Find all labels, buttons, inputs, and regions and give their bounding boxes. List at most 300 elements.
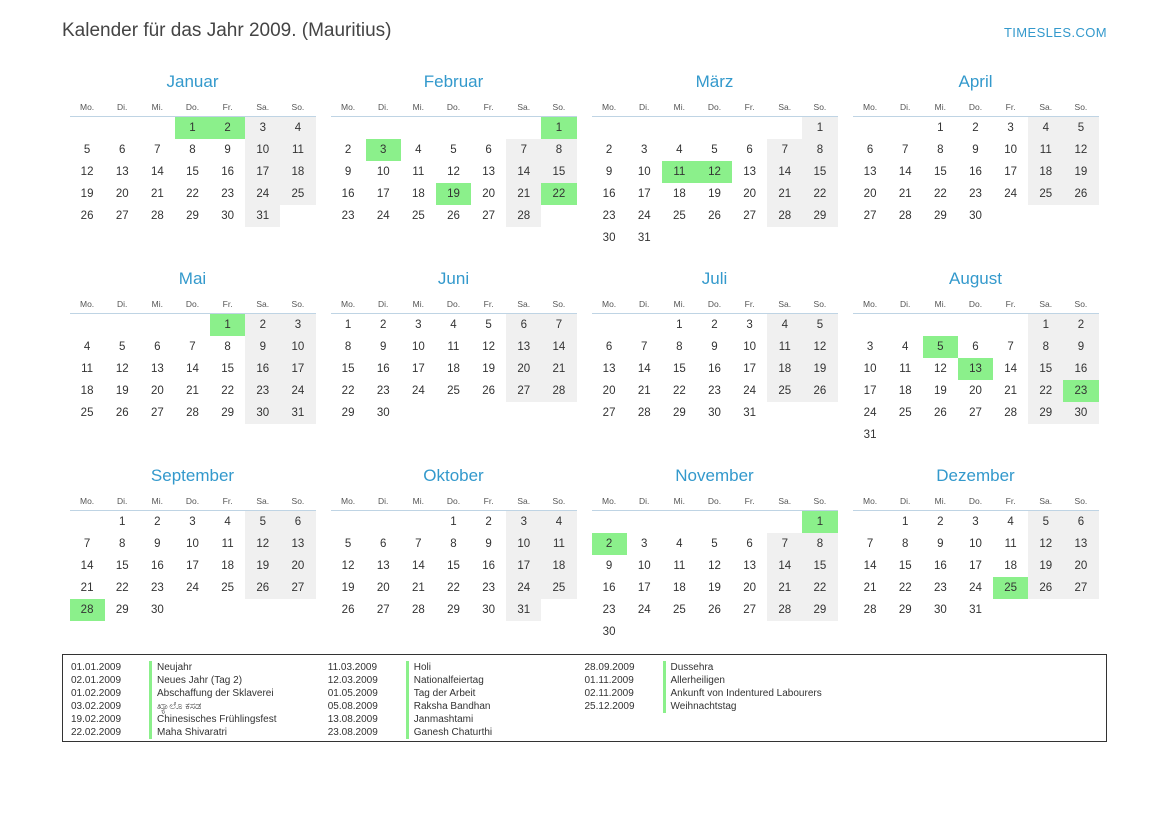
day-cell[interactable]: 19 — [482, 363, 496, 375]
day-cell[interactable]: 22 — [898, 582, 912, 594]
day-cell-weekend[interactable]: 25 — [767, 380, 802, 402]
day-cell-weekend[interactable]: 6 — [280, 511, 315, 534]
day-cell[interactable]: 20 — [482, 188, 496, 200]
day-cell[interactable]: 13 — [482, 166, 496, 178]
day-cell-weekend[interactable]: 8 — [802, 139, 837, 161]
day-cell[interactable]: 30 — [933, 604, 947, 616]
day-cell[interactable]: 9 — [154, 538, 161, 550]
day-cell[interactable]: 23 — [150, 582, 164, 594]
day-cell-weekend[interactable]: 2 — [245, 314, 280, 337]
day-cell-weekend[interactable]: 16 — [245, 358, 280, 380]
day-cell[interactable]: 17 — [863, 385, 877, 397]
day-cell[interactable]: 16 — [708, 363, 721, 375]
day-cell[interactable]: 15 — [221, 363, 235, 375]
day-cell-weekend[interactable]: 24 — [280, 380, 315, 402]
day-cell-weekend[interactable]: 26 — [1028, 577, 1063, 599]
day-cell[interactable]: 3 — [866, 341, 874, 353]
day-cell-weekend[interactable]: 28 — [506, 205, 541, 227]
day-cell[interactable]: 10 — [743, 341, 757, 353]
day-cell-weekend[interactable]: 5 — [1028, 511, 1063, 534]
day-cell[interactable]: 14 — [863, 560, 877, 572]
day-cell[interactable]: 31 — [863, 429, 877, 441]
day-cell[interactable]: 2 — [937, 516, 944, 528]
day-cell-weekend[interactable]: 3 — [245, 117, 280, 140]
day-cell[interactable]: 21 — [1004, 385, 1018, 397]
day-cell[interactable]: 16 — [602, 582, 616, 594]
day-cell[interactable]: 5 — [450, 144, 457, 156]
day-cell-weekend[interactable]: 28 — [767, 599, 802, 621]
day-cell[interactable]: 14 — [898, 166, 912, 178]
day-cell[interactable]: 9 — [485, 538, 492, 550]
day-cell[interactable]: 24 — [411, 385, 425, 397]
day-cell[interactable]: 22 — [933, 188, 947, 200]
day-cell[interactable]: 1 — [344, 319, 352, 331]
day-cell[interactable]: 28 — [150, 210, 164, 222]
day-cell[interactable]: 5 — [711, 538, 718, 550]
day-cell[interactable]: 12 — [115, 363, 129, 375]
day-cell[interactable]: 17 — [376, 188, 390, 200]
day-cell[interactable]: 6 — [154, 341, 161, 353]
day-cell-weekend[interactable]: 29 — [802, 205, 837, 227]
day-cell[interactable]: 15 — [933, 166, 947, 178]
day-cell-weekend[interactable]: 6 — [506, 314, 541, 337]
day-cell-weekend[interactable]: 21 — [767, 577, 802, 599]
day-cell-weekend[interactable]: 25 — [1028, 183, 1063, 205]
day-cell[interactable]: 19 — [708, 188, 721, 200]
day-cell[interactable]: 25 — [411, 210, 425, 222]
day-cell[interactable]: 9 — [972, 144, 979, 156]
day-cell[interactable]: 21 — [411, 582, 425, 594]
day-cell[interactable]: 12 — [341, 560, 355, 572]
day-cell-holiday[interactable]: 28 — [70, 599, 105, 621]
day-cell-weekend[interactable]: 18 — [767, 358, 802, 380]
day-cell[interactable]: 5 — [344, 538, 352, 550]
day-cell[interactable]: 7 — [154, 144, 161, 156]
day-cell-weekend[interactable]: 23 — [245, 380, 280, 402]
day-cell-weekend[interactable]: 18 — [541, 555, 576, 577]
day-cell[interactable]: 22 — [115, 582, 129, 594]
day-cell[interactable]: 12 — [80, 166, 94, 178]
day-cell-weekend[interactable]: 21 — [541, 358, 576, 380]
day-cell-weekend[interactable]: 7 — [506, 139, 541, 161]
day-cell[interactable]: 7 — [1007, 341, 1014, 353]
day-cell[interactable]: 9 — [605, 166, 613, 178]
day-cell-weekend[interactable]: 31 — [245, 205, 280, 227]
day-cell[interactable]: 19 — [341, 582, 355, 594]
day-cell[interactable]: 26 — [341, 604, 355, 616]
day-cell-weekend[interactable]: 8 — [802, 533, 837, 555]
day-cell[interactable]: 28 — [1004, 407, 1018, 419]
day-cell[interactable]: 25 — [447, 385, 460, 397]
day-cell-weekend[interactable]: 25 — [541, 577, 576, 599]
day-cell[interactable]: 23 — [482, 582, 496, 594]
day-cell[interactable]: 8 — [224, 341, 231, 353]
day-cell[interactable]: 3 — [641, 538, 648, 550]
day-cell[interactable]: 29 — [115, 604, 129, 616]
day-cell-weekend[interactable]: 19 — [1028, 555, 1063, 577]
day-cell-holiday[interactable]: 3 — [366, 139, 401, 161]
day-cell-weekend[interactable]: 20 — [1063, 555, 1098, 577]
day-cell[interactable]: 18 — [447, 363, 460, 375]
day-cell[interactable]: 16 — [933, 560, 947, 572]
day-cell[interactable]: 22 — [221, 385, 235, 397]
day-cell[interactable]: 16 — [602, 188, 616, 200]
day-cell[interactable]: 5 — [83, 144, 91, 156]
day-cell[interactable]: 16 — [969, 166, 982, 178]
day-cell[interactable]: 23 — [933, 582, 947, 594]
day-cell-weekend[interactable]: 22 — [1028, 380, 1063, 402]
day-cell-weekend[interactable]: 20 — [280, 555, 315, 577]
day-cell-weekend[interactable]: 11 — [541, 533, 576, 555]
day-cell[interactable]: 23 — [969, 188, 982, 200]
day-cell-weekend[interactable]: 24 — [506, 577, 541, 599]
day-cell[interactable]: 29 — [672, 407, 686, 419]
day-cell-weekend[interactable]: 5 — [245, 511, 280, 534]
day-cell[interactable]: 27 — [743, 604, 757, 616]
day-cell-weekend[interactable]: 15 — [802, 161, 837, 183]
day-cell[interactable]: 20 — [602, 385, 616, 397]
day-cell[interactable]: 3 — [189, 516, 196, 528]
day-cell-weekend[interactable]: 21 — [767, 183, 802, 205]
day-cell[interactable]: 18 — [672, 582, 686, 594]
day-cell[interactable]: 9 — [711, 341, 718, 353]
day-cell-weekend[interactable]: 12 — [802, 336, 837, 358]
day-cell[interactable]: 1 — [676, 319, 683, 331]
day-cell-weekend[interactable]: 27 — [506, 380, 541, 402]
day-cell-holiday[interactable]: 2 — [592, 533, 627, 555]
day-cell-weekend[interactable]: 28 — [541, 380, 576, 402]
day-cell[interactable]: 24 — [863, 407, 877, 419]
day-cell[interactable]: 11 — [1004, 538, 1017, 550]
day-cell[interactable]: 12 — [708, 560, 721, 572]
day-cell[interactable]: 24 — [743, 385, 757, 397]
day-cell-weekend[interactable]: 2 — [1063, 314, 1098, 337]
day-cell-holiday[interactable]: 1 — [802, 511, 837, 534]
day-cell-weekend[interactable]: 12 — [1028, 533, 1063, 555]
day-cell[interactable]: 18 — [80, 385, 94, 397]
day-cell[interactable]: 3 — [415, 319, 422, 331]
day-cell-weekend[interactable]: 28 — [767, 205, 802, 227]
day-cell[interactable]: 2 — [154, 516, 161, 528]
day-cell[interactable]: 23 — [602, 604, 616, 616]
day-cell[interactable]: 31 — [743, 407, 757, 419]
day-cell[interactable]: 17 — [186, 560, 199, 572]
day-cell[interactable]: 10 — [637, 560, 651, 572]
day-cell[interactable]: 2 — [344, 144, 352, 156]
day-cell[interactable]: 25 — [672, 604, 686, 616]
day-cell[interactable]: 19 — [708, 582, 721, 594]
day-cell[interactable]: 18 — [672, 188, 686, 200]
day-cell[interactable]: 19 — [933, 385, 947, 397]
day-cell-weekend[interactable]: 26 — [1063, 183, 1098, 205]
day-cell[interactable]: 1 — [119, 516, 126, 528]
day-cell[interactable]: 11 — [447, 341, 460, 353]
day-cell[interactable]: 8 — [189, 144, 196, 156]
day-cell-weekend[interactable]: 14 — [541, 336, 576, 358]
day-cell[interactable]: 11 — [221, 538, 234, 550]
day-cell[interactable]: 9 — [380, 341, 387, 353]
day-cell[interactable]: 23 — [376, 385, 390, 397]
day-cell[interactable]: 21 — [637, 385, 651, 397]
day-cell[interactable]: 10 — [969, 538, 982, 550]
day-cell[interactable]: 11 — [412, 166, 425, 178]
day-cell-weekend[interactable]: 18 — [1028, 161, 1063, 183]
day-cell[interactable]: 4 — [1007, 516, 1014, 528]
day-cell[interactable]: 28 — [186, 407, 199, 419]
day-cell[interactable]: 4 — [450, 319, 457, 331]
day-cell[interactable]: 1 — [902, 516, 909, 528]
day-cell[interactable]: 29 — [186, 210, 199, 222]
day-cell[interactable]: 13 — [863, 166, 877, 178]
day-cell[interactable]: 17 — [969, 560, 982, 572]
day-cell[interactable]: 4 — [224, 516, 231, 528]
day-cell[interactable]: 8 — [902, 538, 909, 550]
day-cell[interactable]: 13 — [743, 560, 757, 572]
day-cell[interactable]: 15 — [186, 166, 199, 178]
day-cell-weekend[interactable]: 22 — [802, 183, 837, 205]
day-cell-weekend[interactable]: 19 — [802, 358, 837, 380]
day-cell[interactable]: 30 — [482, 604, 496, 616]
day-cell[interactable]: 18 — [221, 560, 235, 572]
day-cell-weekend[interactable]: 30 — [1063, 402, 1098, 424]
day-cell[interactable]: 11 — [81, 363, 94, 375]
day-cell[interactable]: 20 — [150, 385, 164, 397]
day-cell[interactable]: 24 — [1004, 188, 1018, 200]
day-cell-weekend[interactable]: 5 — [1063, 117, 1098, 140]
day-cell-weekend[interactable]: 11 — [1028, 139, 1063, 161]
day-cell[interactable]: 10 — [863, 363, 877, 375]
day-cell[interactable]: 5 — [711, 144, 718, 156]
day-cell[interactable]: 26 — [447, 210, 460, 222]
day-cell-weekend[interactable]: 25 — [280, 183, 315, 205]
day-cell-weekend[interactable]: 19 — [1063, 161, 1098, 183]
day-cell[interactable]: 21 — [898, 188, 912, 200]
day-cell-holiday[interactable]: 13 — [958, 358, 993, 380]
day-cell-weekend[interactable]: 17 — [245, 161, 280, 183]
day-cell[interactable]: 4 — [83, 341, 91, 353]
day-cell[interactable]: 9 — [344, 166, 352, 178]
day-cell[interactable]: 17 — [1004, 166, 1018, 178]
day-cell[interactable]: 25 — [80, 407, 94, 419]
day-cell[interactable]: 14 — [1004, 363, 1018, 375]
day-cell[interactable]: 3 — [641, 144, 648, 156]
day-cell-weekend[interactable]: 15 — [1028, 358, 1063, 380]
day-cell[interactable]: 13 — [115, 166, 129, 178]
day-cell[interactable]: 30 — [150, 604, 164, 616]
day-cell-weekend[interactable]: 16 — [1063, 358, 1098, 380]
day-cell[interactable]: 25 — [672, 210, 686, 222]
day-cell[interactable]: 4 — [676, 144, 683, 156]
day-cell[interactable]: 29 — [933, 210, 947, 222]
day-cell[interactable]: 10 — [1004, 144, 1018, 156]
day-cell[interactable]: 30 — [602, 232, 616, 244]
day-cell-weekend[interactable]: 20 — [506, 358, 541, 380]
day-cell[interactable]: 16 — [482, 560, 496, 572]
day-cell[interactable]: 30 — [969, 210, 982, 222]
day-cell[interactable]: 15 — [672, 363, 686, 375]
day-cell-weekend[interactable]: 6 — [1063, 511, 1098, 534]
day-cell[interactable]: 22 — [186, 188, 199, 200]
day-cell[interactable]: 14 — [637, 363, 651, 375]
day-cell[interactable]: 6 — [119, 144, 126, 156]
day-cell[interactable]: 17 — [637, 188, 651, 200]
day-cell-weekend[interactable]: 4 — [280, 117, 315, 140]
day-cell-weekend[interactable]: 22 — [802, 577, 837, 599]
day-cell[interactable]: 22 — [447, 582, 460, 594]
day-cell[interactable]: 13 — [743, 166, 757, 178]
day-cell-weekend[interactable]: 3 — [506, 511, 541, 534]
day-cell[interactable]: 30 — [376, 407, 390, 419]
day-cell[interactable]: 29 — [898, 604, 912, 616]
day-cell[interactable]: 9 — [937, 538, 944, 550]
day-cell-weekend[interactable]: 31 — [506, 599, 541, 621]
day-cell[interactable]: 6 — [380, 538, 387, 550]
day-cell-weekend[interactable]: 11 — [767, 336, 802, 358]
day-cell[interactable]: 20 — [115, 188, 129, 200]
day-cell[interactable]: 30 — [221, 210, 235, 222]
day-cell[interactable]: 13 — [376, 560, 390, 572]
day-cell-weekend[interactable]: 12 — [1063, 139, 1098, 161]
day-cell[interactable]: 14 — [186, 363, 199, 375]
day-cell-holiday[interactable]: 5 — [923, 336, 958, 358]
day-cell[interactable]: 11 — [899, 363, 912, 375]
day-cell[interactable]: 2 — [711, 319, 718, 331]
day-cell-weekend[interactable]: 10 — [506, 533, 541, 555]
day-cell[interactable]: 15 — [898, 560, 912, 572]
day-cell[interactable]: 18 — [1004, 560, 1018, 572]
day-cell[interactable]: 31 — [969, 604, 982, 616]
day-cell[interactable]: 26 — [80, 210, 94, 222]
day-cell-weekend[interactable]: 29 — [1028, 402, 1063, 424]
day-cell-holiday[interactable]: 2 — [210, 117, 245, 140]
day-cell-weekend[interactable]: 9 — [1063, 336, 1098, 358]
day-cell[interactable]: 16 — [376, 363, 390, 375]
day-cell[interactable]: 21 — [863, 582, 877, 594]
day-cell[interactable]: 12 — [447, 166, 460, 178]
day-cell[interactable]: 7 — [83, 538, 91, 550]
day-cell[interactable]: 14 — [80, 560, 94, 572]
day-cell-weekend[interactable]: 29 — [802, 599, 837, 621]
day-cell[interactable]: 19 — [80, 188, 94, 200]
day-cell[interactable]: 21 — [80, 582, 94, 594]
day-cell[interactable]: 27 — [150, 407, 164, 419]
day-cell-weekend[interactable]: 9 — [245, 336, 280, 358]
day-cell[interactable]: 4 — [415, 144, 422, 156]
day-cell[interactable]: 15 — [341, 363, 355, 375]
day-cell-weekend[interactable]: 4 — [767, 314, 802, 337]
day-cell[interactable]: 1 — [450, 516, 457, 528]
day-cell-weekend[interactable]: 1 — [1028, 314, 1063, 337]
day-cell-weekend[interactable]: 21 — [506, 183, 541, 205]
day-cell[interactable]: 31 — [637, 232, 651, 244]
day-cell[interactable]: 20 — [376, 582, 390, 594]
day-cell[interactable]: 23 — [341, 210, 355, 222]
day-cell-weekend[interactable]: 27 — [280, 577, 315, 599]
day-cell[interactable]: 8 — [344, 341, 352, 353]
day-cell[interactable]: 2 — [380, 319, 387, 331]
day-cell[interactable]: 2 — [972, 122, 979, 134]
day-cell[interactable]: 29 — [341, 407, 355, 419]
day-cell[interactable]: 26 — [708, 604, 721, 616]
day-cell[interactable]: 8 — [937, 144, 944, 156]
day-cell[interactable]: 3 — [972, 516, 979, 528]
day-cell[interactable]: 20 — [969, 385, 982, 397]
day-cell[interactable]: 7 — [415, 538, 422, 550]
day-cell-weekend[interactable]: 14 — [767, 161, 802, 183]
day-cell[interactable]: 7 — [866, 538, 874, 550]
day-cell[interactable]: 10 — [186, 538, 199, 550]
day-cell[interactable]: 7 — [641, 341, 648, 353]
day-cell-weekend[interactable]: 4 — [1028, 117, 1063, 140]
day-cell[interactable]: 16 — [341, 188, 355, 200]
day-cell[interactable]: 15 — [447, 560, 460, 572]
day-cell[interactable]: 27 — [376, 604, 390, 616]
day-cell-weekend[interactable]: 12 — [245, 533, 280, 555]
day-cell[interactable]: 14 — [411, 560, 425, 572]
day-cell[interactable]: 1 — [937, 122, 944, 134]
day-cell-weekend[interactable]: 10 — [245, 139, 280, 161]
day-cell[interactable]: 23 — [221, 188, 235, 200]
day-cell[interactable]: 14 — [150, 166, 164, 178]
day-cell[interactable]: 29 — [447, 604, 460, 616]
day-cell[interactable]: 26 — [482, 385, 496, 397]
day-cell[interactable]: 30 — [708, 407, 721, 419]
day-cell[interactable]: 24 — [637, 604, 651, 616]
day-cell[interactable]: 17 — [743, 363, 757, 375]
day-cell[interactable]: 20 — [743, 582, 757, 594]
day-cell[interactable]: 18 — [898, 385, 912, 397]
day-cell-holiday[interactable]: 22 — [541, 183, 576, 205]
day-cell[interactable]: 15 — [115, 560, 129, 572]
day-cell[interactable]: 28 — [863, 604, 877, 616]
day-cell[interactable]: 29 — [221, 407, 235, 419]
day-cell-weekend[interactable]: 15 — [802, 555, 837, 577]
day-cell-weekend[interactable]: 13 — [280, 533, 315, 555]
day-cell[interactable]: 26 — [933, 407, 947, 419]
day-cell[interactable]: 22 — [672, 385, 686, 397]
day-cell-weekend[interactable]: 31 — [280, 402, 315, 424]
day-cell-weekend[interactable]: 15 — [541, 161, 576, 183]
day-cell[interactable]: 16 — [221, 166, 235, 178]
day-cell[interactable]: 27 — [602, 407, 616, 419]
day-cell-weekend[interactable]: 4 — [541, 511, 576, 534]
day-cell[interactable]: 6 — [866, 144, 874, 156]
day-cell[interactable]: 3 — [1007, 122, 1014, 134]
day-cell[interactable]: 2 — [485, 516, 492, 528]
day-cell[interactable]: 30 — [602, 626, 616, 638]
day-cell-holiday[interactable]: 1 — [541, 117, 576, 140]
day-cell[interactable]: 24 — [969, 582, 982, 594]
day-cell-weekend[interactable]: 26 — [245, 577, 280, 599]
day-cell[interactable]: 19 — [115, 385, 129, 397]
day-cell[interactable]: 25 — [221, 582, 235, 594]
day-cell[interactable]: 6 — [972, 341, 979, 353]
day-cell[interactable]: 7 — [189, 341, 196, 353]
day-cell[interactable]: 4 — [676, 538, 683, 550]
day-cell[interactable]: 24 — [637, 210, 651, 222]
day-cell[interactable]: 5 — [119, 341, 126, 353]
day-cell-weekend[interactable]: 17 — [506, 555, 541, 577]
day-cell[interactable]: 24 — [376, 210, 390, 222]
day-cell[interactable]: 27 — [969, 407, 982, 419]
day-cell[interactable]: 7 — [902, 144, 909, 156]
day-cell-weekend[interactable]: 3 — [280, 314, 315, 337]
day-cell[interactable]: 20 — [863, 188, 877, 200]
day-cell[interactable]: 8 — [119, 538, 126, 550]
day-cell-weekend[interactable]: 30 — [245, 402, 280, 424]
day-cell-weekend[interactable]: 13 — [1063, 533, 1098, 555]
day-cell[interactable]: 5 — [485, 319, 492, 331]
